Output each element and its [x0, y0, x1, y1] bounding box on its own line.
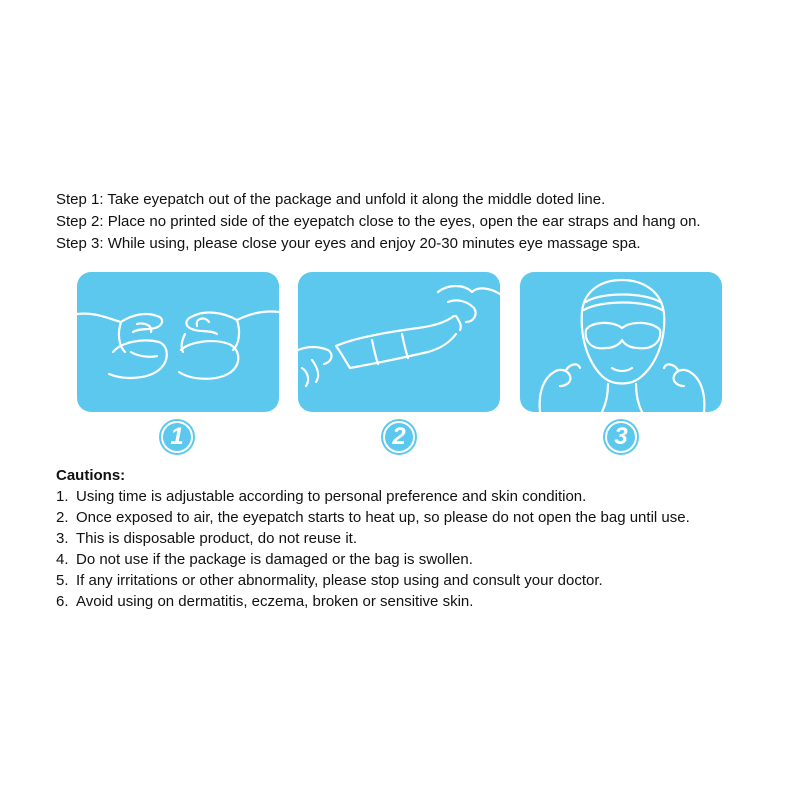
hands-holding-eyepatch-illustration	[298, 272, 500, 412]
caution-text: If any irritations or other abnormality, please stop using and consult your doctor.	[76, 572, 603, 589]
caution-number: 6.	[56, 593, 69, 610]
caution-number: 3.	[56, 530, 69, 547]
step-3-text: Step 3: While using, please close your eyes and enjoy 20-30 minutes eye massage spa.	[56, 235, 641, 252]
step-number-2: 2	[392, 423, 406, 450]
step-1-text: Step 1: Take eyepatch out of the package and unfold it along the middle doted line.	[56, 191, 606, 208]
caution-number: 5.	[56, 572, 69, 589]
caution-item	[56, 549, 776, 570]
cautions-section	[56, 465, 776, 612]
caution-text: This is disposable product, do not reuse it.	[76, 530, 357, 547]
caution-text: Do not use if the package is damaged or the bag is swollen.	[76, 551, 473, 568]
step-number-badge-1	[158, 418, 196, 456]
step-number-badge-3	[602, 418, 640, 456]
caution-text: Avoid using on dermatitis, eczema, broken or sensitive skin.	[76, 593, 474, 610]
step-2-text: Step 2: Place no printed side of the eyepatch close to the eyes, open the ear straps and hang on.	[56, 213, 701, 230]
caution-number: 2.	[56, 509, 69, 526]
caution-item	[56, 486, 776, 507]
caution-item	[56, 591, 776, 612]
caution-number: 4.	[56, 551, 69, 568]
step-number-badge-2	[380, 418, 418, 456]
woman-wearing-eyemask-illustration	[520, 272, 722, 412]
hands-unfolding-eyepatch-illustration	[77, 272, 279, 412]
caution-item	[56, 528, 776, 549]
caution-item	[56, 570, 776, 591]
step-number-3: 3	[614, 423, 628, 450]
caution-text: Using time is adjustable according to personal preference and skin condition.	[76, 488, 587, 505]
cautions-title: Cautions:	[56, 467, 126, 484]
caution-text: Once exposed to air, the eyepatch starts to heat up, so please do not open the bag until use.	[76, 509, 690, 526]
caution-number: 1.	[56, 488, 69, 505]
caution-item	[56, 507, 776, 528]
step-number-1: 1	[170, 423, 184, 450]
